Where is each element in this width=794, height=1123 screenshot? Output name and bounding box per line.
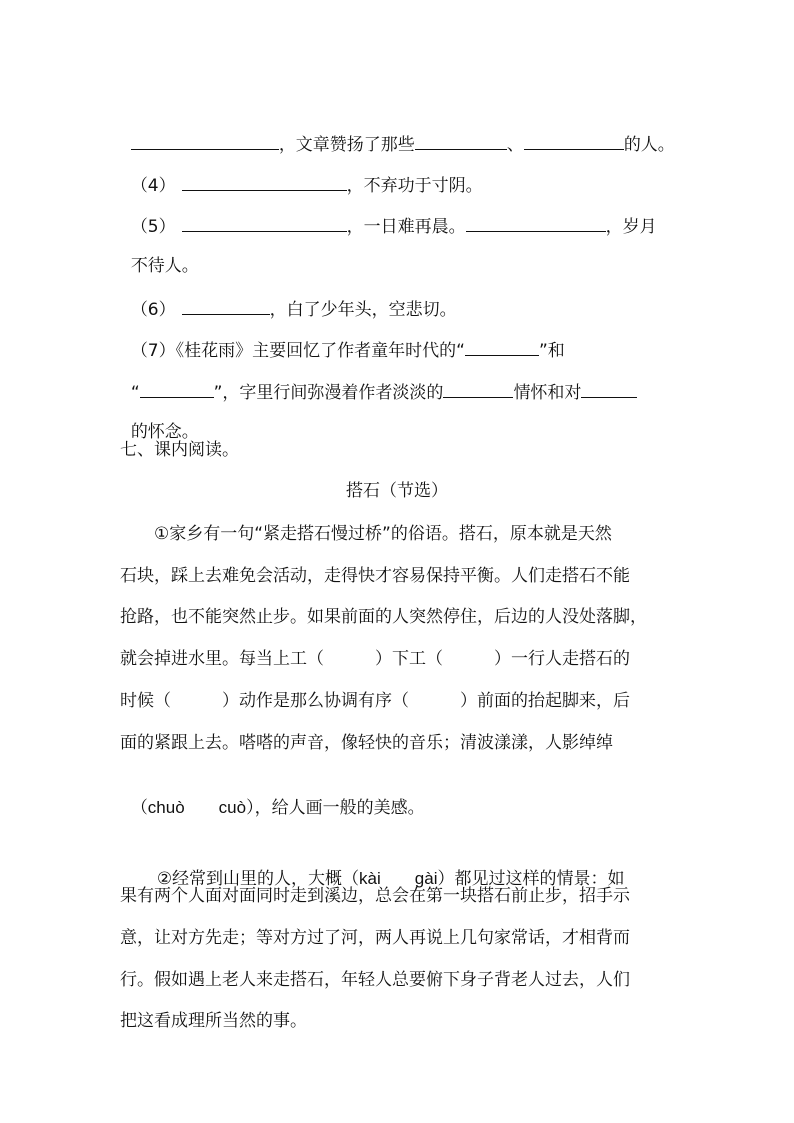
paragraph-1-line-4: 就会掉进水里。每当上工（ ）下工（ ）一行人走搭石的 bbox=[120, 649, 630, 669]
q4-number: （4） bbox=[130, 176, 176, 196]
q7-text-1: （7）《桂花雨》主要回忆了作者童年时代的“ bbox=[130, 341, 465, 361]
paragraph-2-line-1c: 都见过这样的情景：如 bbox=[454, 869, 625, 889]
q3-text-3: 的人。 bbox=[623, 135, 675, 155]
q6-text: ，白了少年头，空悲切。 bbox=[269, 300, 457, 320]
paragraph-2-line-1a: ②经常到山里的人，大概 bbox=[156, 869, 343, 889]
q7-line-3 bbox=[120, 396, 199, 444]
q7-text-4: ”，字里行间弥漫着作者淡淡的 bbox=[213, 383, 444, 403]
q7-text-3: “ bbox=[130, 383, 140, 403]
q3-text-2: 、 bbox=[506, 135, 524, 155]
pinyin-choice[interactable]: （chuò cuò） bbox=[130, 798, 255, 817]
q5-text-1: ，一日难再晨。 bbox=[346, 217, 466, 237]
paragraph-1-line-3: 抢路，也不能突然止步。如果前面的人突然停住，后边的人没处落脚， bbox=[120, 607, 647, 627]
answer-blank[interactable] bbox=[466, 213, 606, 232]
paragraph-2-line-4: 行。假如遇上老人来走搭石，年轻人总要俯下身子背老人过去，人们 bbox=[120, 970, 630, 990]
q5-text-3: 不待人。 bbox=[130, 256, 199, 276]
q5-number: （5） bbox=[130, 217, 176, 237]
paragraph-1-line-5: 时候（ ）动作是那么协调有序（ ）前面的抬起脚来，后 bbox=[120, 691, 630, 711]
section-heading: 七、课内阅读。 bbox=[120, 440, 239, 460]
paragraph-2-line-5: 把这看成理所当然的事。 bbox=[120, 1011, 307, 1031]
q3-text-1: ，文章赞扬了那些 bbox=[278, 135, 415, 155]
q6-number: （6） bbox=[130, 300, 176, 320]
q7-text-6: 的怀念。 bbox=[130, 422, 199, 442]
q4-text: ，不弃功于寸阴。 bbox=[346, 176, 483, 196]
answer-blank[interactable] bbox=[465, 337, 539, 356]
paragraph-1-line-2: 石块，踩上去难免会活动，走得快才容易保持平衡。人们走搭石不能 bbox=[120, 566, 630, 586]
q7-text-2: ”和 bbox=[538, 341, 565, 361]
q5-text-2: ，岁月 bbox=[605, 217, 657, 237]
answer-blank[interactable] bbox=[581, 379, 637, 398]
paragraph-2-line-3: 意，让对方先走；等对方过了河，两人再说上几句家常话，才相背而 bbox=[120, 928, 630, 948]
q7-text-5: 情怀和对 bbox=[513, 383, 582, 403]
answer-blank[interactable] bbox=[524, 131, 624, 150]
answer-blank[interactable] bbox=[443, 379, 513, 398]
paragraph-2-line-2: 果有两个人面对面同时走到溪边，总会在第一块搭石前止步，招手示 bbox=[120, 886, 630, 906]
answer-blank[interactable] bbox=[182, 213, 347, 232]
paragraph-1-line-7 bbox=[120, 772, 425, 820]
passage-title: 搭石（节选） bbox=[346, 481, 448, 501]
paragraph-1-line-7-text: ，给人画一般的美感。 bbox=[254, 798, 425, 818]
q5-line-2 bbox=[120, 230, 199, 278]
pinyin-choice[interactable]: （kài gài） bbox=[342, 869, 455, 888]
paragraph-1-line-1: ①家乡有一句“紧走搭石慢过桥”的俗语。搭石，原本就是天然 bbox=[154, 524, 612, 544]
q5-line bbox=[120, 189, 657, 239]
paragraph-1-line-6: 面的紧跟上去。嗒嗒的声音，像轻快的音乐；清波漾漾，人影绰绰 bbox=[120, 733, 613, 753]
